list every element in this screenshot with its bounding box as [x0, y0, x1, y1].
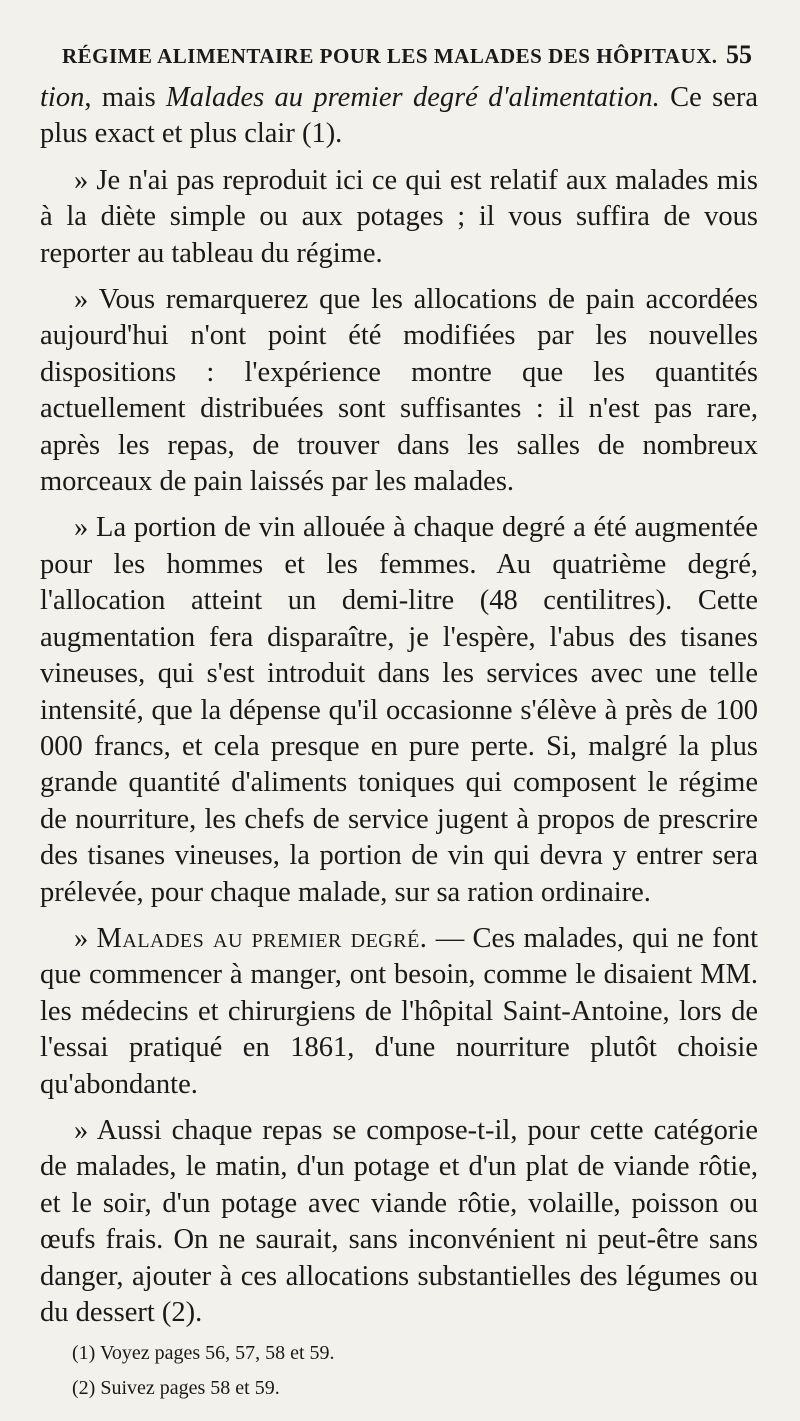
page-number: 55 — [726, 40, 752, 69]
paragraph-5-lead: » — [74, 922, 97, 954]
page-header — [62, 38, 752, 78]
paragraph-5 — [40, 921, 758, 1103]
section-heading-premier-degre: Malades au premier degré. — [96, 922, 428, 954]
footnote-2: (2) Suivez pages 58 et 59. — [72, 1377, 280, 1399]
paragraph-1 — [40, 80, 758, 153]
paragraph-5-text: — Ces malades, qui ne font que commencer à manger, ont besoin, comme le disaient MM. les médecins et chirurgiens de l'hôpital Saint-Antoine, lors de l'essai pratiqué en 1861, d'une nourriture plutôt choisie qu'abondante. — [40, 922, 759, 1100]
running-title: RÉGIME ALIMENTAIRE POUR LES MALADES DES HÔPITAUX. — [62, 44, 718, 68]
footnotes — [72, 1336, 752, 1406]
paragraph-2: » Je n'ai pas reproduit ici ce qui est relatif aux malades mis à la diète simple ou aux potages ; il vous suffira de vous reporter au tableau du régime. — [40, 164, 758, 269]
paragraph-1-text-b: Ce sera plus exact et plus clair (1). — [40, 82, 758, 150]
paragraph-1-italic-phrase: Malades au premier degré d'alimentation. — [166, 82, 660, 113]
body-text — [40, 80, 758, 1331]
paragraph-1-italic-start: tion — [40, 82, 85, 113]
paragraph-4: » La portion de vin allouée à chaque degré a été augmentée pour les hommes et les femmes. Au quatrième degré, l'allocation atteint un demi-litre (48 centilitres). Cette augmentation fera disparaître, je l'espère, l'abus des tisanes vineuses, qui s'est introduit dans les services avec une telle intensité, que la dépense qu'il occasionne s'élève à près de 100 000 francs, et cela presque en pure perte. Si, malgré la plus grande quantité d'aliments toniques qui composent le régime de nourriture, les chefs de service jugent à propos de prescrire des tisanes vineuses, la portion de vin qui devra y entrer sera prélevée, pour chaque malade, sur sa ration ordinaire. — [40, 512, 758, 908]
paragraph-1-text-a: , mais — [84, 82, 167, 113]
footnote-1: (1) Voyez pages 56, 57, 58 et 59. — [72, 1342, 335, 1364]
paragraph-6: » Aussi chaque repas se compose-t-il, pour cette catégorie de malades, le matin, d'un potage et d'un plat de viande rôtie, et le soir, d'un potage avec viande rôtie, volaille, poisson ou œufs frais. On ne saurait, sans inconvénient ni peut-être sans danger, ajouter à ces allocations substantielles des légumes ou du dessert (2). — [40, 1114, 758, 1328]
paragraph-3: » Vous remarquerez que les allocations de pain accordées aujourd'hui n'ont point été modifiées par les nouvelles dispositions : l'expérience montre que les quantités actuellement distribuées sont suffisantes : il n'est pas rare, après les repas, de trouver dans les salles de nombreux morceaux de pain laissés par les malades. — [40, 284, 758, 498]
